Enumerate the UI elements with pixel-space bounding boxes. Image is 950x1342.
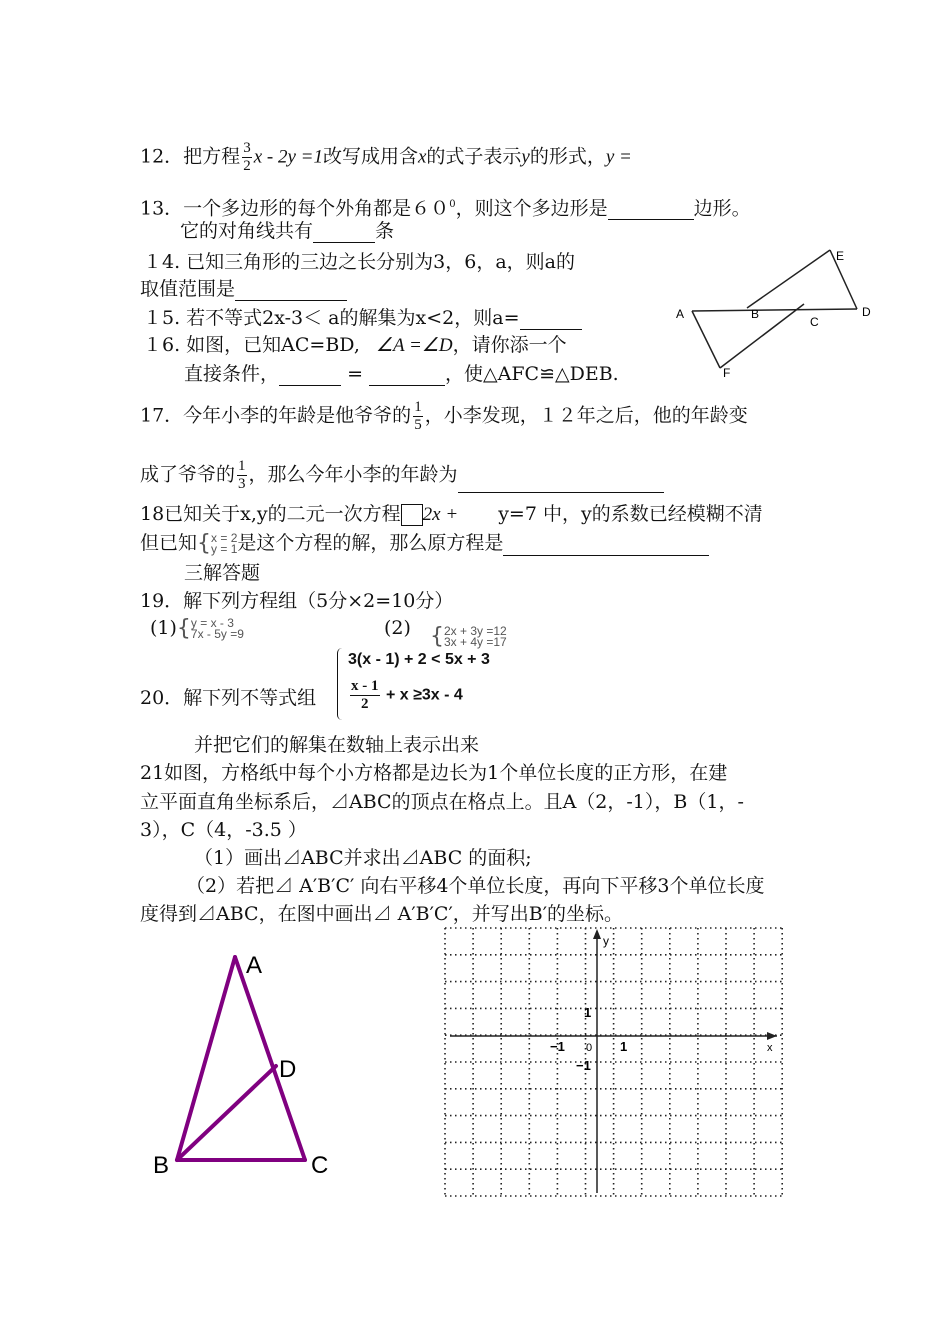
label-c: C xyxy=(810,315,819,329)
q21-line4: （1）画出⊿ABC并求出⊿ABC 的面积; xyxy=(194,847,532,869)
q17-line2: 成了爷爷的 $\frac{1}{3}$ ，那么今年小李的年龄为 xyxy=(140,458,664,493)
line-af xyxy=(692,311,720,368)
q19-system2: 2x + 3y =12 3x + 4y =17 xyxy=(444,624,507,649)
q14-line2: 取值范围是 xyxy=(140,277,347,301)
label-b: B xyxy=(751,307,760,321)
label-f: F xyxy=(723,366,731,380)
q14-blank[interactable] xyxy=(235,282,347,301)
q16-line1: １6. 如图，已知AC=BD, ∠A =∠D，请你添一个 xyxy=(143,334,567,356)
q12-fraction: $\frac{3}{2}$ xyxy=(243,140,251,174)
q15-blank[interactable] xyxy=(520,311,582,330)
q21-line5: （2）若把⊿ A′B′C′ 向右平移4个单位长度，再向下平移3个单位长度 xyxy=(186,875,765,897)
q20-brace xyxy=(337,648,342,720)
label-d: D xyxy=(279,1056,297,1083)
x-axis-label: x xyxy=(767,1042,773,1054)
x-arrow-icon xyxy=(767,1032,777,1040)
coordinate-grid xyxy=(440,925,785,1200)
q17-blank[interactable] xyxy=(458,474,664,493)
q13-blank2[interactable] xyxy=(313,224,375,243)
q20-ineq2: $\frac{x - 1}{2}$ + x ≥3x - 4 xyxy=(351,678,463,712)
q18-line2: 但已知{ x = 2 y = 1 是这个方程的解，那么原方程是 xyxy=(140,531,709,556)
line-be xyxy=(747,250,830,308)
origin-label: 0 xyxy=(586,1042,593,1054)
triangle-figure xyxy=(145,945,345,1185)
q16-figure xyxy=(670,240,880,380)
q19-title: 19．解下列方程组（5分×2=10分） xyxy=(140,590,454,612)
blurred-coefficient-box xyxy=(401,504,423,526)
line-fc xyxy=(720,304,804,368)
q19-system1: y = x - 3 7x - 5y =9 xyxy=(190,616,244,641)
label-a: A xyxy=(676,307,685,321)
q17-fraction2: $\frac{1}{3}$ xyxy=(238,458,246,492)
q15-line: １5. 若不等式2x-3＜ a的解集为x<2，则a= xyxy=(143,306,582,330)
q16-line2: 直接条件， = ，使△AFC≌△DEB. xyxy=(184,363,619,385)
y-axis-label: y xyxy=(603,934,609,948)
q13-line2: 它的对角线共有 条 xyxy=(180,220,395,242)
q19-part1: (1){ y = x - 3 7x - 5y =9 xyxy=(150,616,244,641)
q17-line1: 17．今年小李的年龄是他爷爷的 $\frac{1}{5}$ ，小李发现，１２年之后，他的年龄变 xyxy=(140,399,748,433)
q18-line1: 18已知关于x,y的二元一次方程 2x + y=7 中，y的系数已经模糊不清 xyxy=(140,503,763,525)
q20-note: 并把它们的解集在数轴上表示出来 xyxy=(194,734,480,756)
y-arrow-icon xyxy=(593,929,601,939)
section-3-heading: 三解答题 xyxy=(184,562,261,584)
tick-y-1: 1 xyxy=(584,1005,592,1020)
q18-blank[interactable] xyxy=(503,537,709,556)
label-d: D xyxy=(862,305,871,319)
q14-line1: １4. 已知三角形的三边之长分别为3，6，a，则a的 xyxy=(143,251,576,273)
label-a: A xyxy=(246,952,263,979)
q20-title: 20．解下列不等式组 xyxy=(140,687,317,709)
q17-fraction1: $\frac{1}{5}$ xyxy=(414,399,422,433)
q20-ineq1: 3(x - 1) + 2 < 5x + 3 xyxy=(348,651,490,668)
q21-line6: 度得到⊿ABC，在图中画出⊿ A′B′C′，并写出B′的坐标。 xyxy=(140,903,624,925)
q21-line2: 立平面直角坐标系后，⊿ABC的顶点在格点上。且A（2，-1），B（1，- xyxy=(140,791,744,813)
line-ad xyxy=(692,309,857,311)
q13-line1: 13．一个多边形的每个外角都是$60^0$，则这个多边形是 边形。 xyxy=(140,197,751,220)
label-c: C xyxy=(311,1152,329,1179)
q12-line: 12．把方程 $\frac{3}{2}$ x - 2y =1改写成用含x的式子表示y的形式，y = xyxy=(140,140,632,174)
label-b: B xyxy=(153,1152,170,1179)
q16-blank1[interactable] xyxy=(279,367,341,386)
tick-x-neg1: −1 xyxy=(550,1039,565,1054)
q19-part2-label: (2) xyxy=(384,617,411,639)
q19-part2: { 2x + 3y =12 3x + 4y =17 xyxy=(430,624,507,649)
q21-line1: 21如图，方格纸中每个小方格都是边长为1个单位长度的正方形，在建 xyxy=(140,762,728,784)
q20-fraction: $\frac{x - 1}{2}$ xyxy=(351,678,379,712)
q18-brace: { xyxy=(197,531,212,556)
label-e: E xyxy=(836,249,845,263)
tick-y-neg1: −1 xyxy=(576,1058,591,1073)
q21-line3: 3），C（4，-3.5 ） xyxy=(140,819,307,841)
q18-system: x = 2 y = 1 xyxy=(211,531,238,556)
q13-blank1[interactable] xyxy=(608,201,694,220)
edge-ab xyxy=(177,957,235,1160)
q16-blank2[interactable] xyxy=(369,367,445,386)
tick-x-1: 1 xyxy=(620,1039,628,1054)
